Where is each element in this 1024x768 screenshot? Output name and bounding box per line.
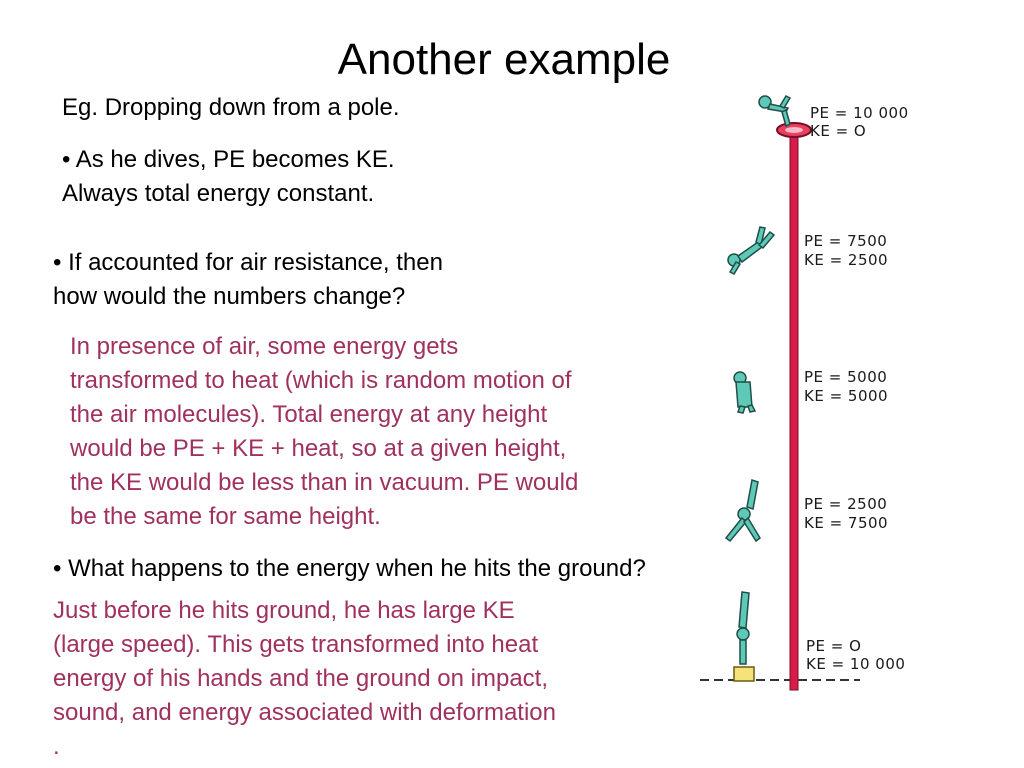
answer-air-line4: would be PE + KE + heat, so at a given height,: [70, 435, 567, 462]
pole-dive-illustration: [690, 82, 910, 702]
pole: [790, 134, 798, 690]
pole-top-inner: [785, 127, 803, 133]
stage5-ke-label: KE = 10 000: [806, 655, 906, 673]
question-air-resistance-line2: how would the numbers change?: [53, 283, 406, 310]
answer-air-line2: transformed to heat (which is random motion of: [70, 367, 572, 394]
answer-ground-line2: (large speed). This gets transformed into heat: [53, 631, 539, 658]
answer-air-line1: In presence of air, some energy gets: [70, 333, 459, 360]
slide-title: Another example: [337, 35, 671, 84]
answer-air-line6: be the same for same height.: [70, 503, 381, 530]
stage5-pe-label: PE = O: [806, 637, 862, 655]
answer-air-line3: the air molecules). Total energy at any height: [70, 401, 548, 428]
stage4-ke-label: KE = 7500: [804, 514, 889, 532]
answer-ground-line3: energy of his hands and the ground on impact,: [53, 665, 548, 692]
diver-stage-4: [726, 480, 760, 541]
landing-bucket: [734, 667, 754, 681]
stage2-ke-label: KE = 2500: [804, 251, 889, 269]
stage3-pe-label: PE = 5000: [804, 368, 888, 386]
answer-air-line5: the KE would be less than in vacuum. PE would: [70, 469, 579, 496]
stage4-pe-label: PE = 2500: [804, 495, 888, 513]
bullet-pe-becomes-ke: • As he dives, PE becomes KE.: [62, 146, 395, 173]
stage1-ke-label: KE = O: [810, 122, 867, 140]
bullet-total-energy-constant: Always total energy constant.: [62, 180, 375, 207]
diver-landing: [734, 592, 754, 681]
diver-stage-3: [734, 372, 755, 413]
stage1-pe-label: PE = 10 000: [810, 104, 909, 122]
question-air-resistance-line1: • If accounted for air resistance, then: [53, 249, 443, 276]
intro-text: Eg. Dropping down from a pole.: [62, 94, 400, 121]
diver-stage-2: [728, 227, 774, 274]
stage3-ke-label: KE = 5000: [804, 387, 889, 405]
diver-on-top: [759, 96, 790, 126]
answer-ground-line4: sound, and energy associated with deformation: [53, 699, 556, 726]
question-hits-ground: • What happens to the energy when he hits the ground?: [53, 555, 646, 582]
stage2-pe-label: PE = 7500: [804, 232, 888, 250]
answer-ground-line1: Just before he hits ground, he has large KE: [53, 597, 515, 624]
answer-ground-line5: .: [53, 733, 60, 760]
